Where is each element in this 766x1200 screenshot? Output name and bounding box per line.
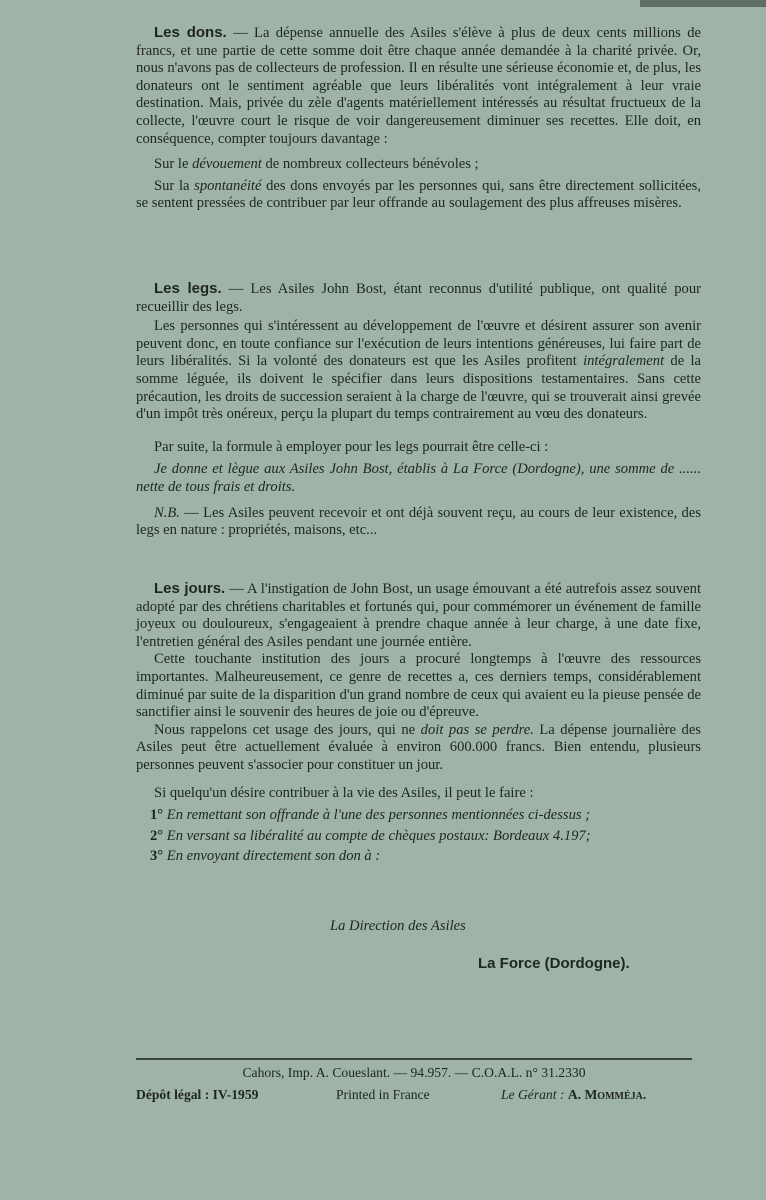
list-text: En envoyant directement son don à : bbox=[166, 848, 381, 865]
text-span: La dépense journalière des Asiles peut être actuellement évaluée à environ 600.000 francs. Bien entendu, plusieurs personnes peuvent s'associer pour constituer un jour. bbox=[136, 721, 701, 773]
legs-formula: Je donne et lègue aux Asiles John Bost, établis à La Force (Dordogne), une somme de ...... nette de tous frais et droits. bbox=[136, 461, 701, 495]
list-number: 3° bbox=[150, 848, 164, 865]
legs-body bbox=[136, 318, 701, 424]
list-text: En versant sa libéralité au compte de chèques postaux: Bordeaux 4.197; bbox=[166, 827, 591, 844]
footer-divider bbox=[136, 1058, 692, 1060]
list-item bbox=[136, 848, 701, 866]
gerant-name: A. Momméja. bbox=[567, 1087, 647, 1102]
footer-gerant bbox=[501, 1086, 646, 1103]
signature-place: La Force (Dordogne). bbox=[478, 955, 630, 972]
emphasis: intégralement bbox=[583, 353, 665, 370]
text-span: Nous rappelons cet usage des jours, qui ne bbox=[154, 721, 421, 738]
section-jours bbox=[136, 580, 701, 869]
footer-depot: Dépôt légal : IV-1959 bbox=[136, 1087, 259, 1102]
emphasis: doit pas se perdre. bbox=[420, 721, 534, 738]
text-span: — Les Asiles peuvent recevoir et ont déjà souvent reçu, au cours de leur existence, des legs en nature : propriétés, maisons, etc... bbox=[136, 504, 701, 539]
jours-rappel bbox=[136, 722, 701, 775]
legs-intro-text: — Les Asiles John Bost, étant reconnus d'utilité publique, ont qualité pour recueillir des legs. bbox=[136, 281, 701, 315]
footer-printer: Cahors, Imp. A. Coueslant. — 94.957. — C.O.A.L. n° 31.2330 bbox=[242, 1065, 586, 1080]
nb-label: N.B. bbox=[154, 504, 180, 521]
dons-intro-text: — La dépense annuelle des Asiles s'élève à plus de deux cents millions de francs, et une partie de cette somme doit être chaque année demandée à la charité privée. Or, nous n'avons pas de collecteurs de profession. Il en résulte une sérieuse économie et, de plus, les donateurs ont le sentiment agréable que leurs libéralités vont intégralement à leur vraie destination. Mais, privée du zèle d'agents matériellement intéressés au résultat fructueux de la collecte, l'œuvre court le risque de voir dangereusement diminuer ses recettes. Elle doit, en conséquence, compter toujours davantage : bbox=[136, 25, 701, 147]
footer-printed: Printed in France bbox=[336, 1087, 430, 1102]
signature-direction: La Direction des Asiles bbox=[330, 918, 466, 934]
text-span: des dons envoyés par les personnes qui, sans être directement sollicitées, se sentent pressées de contribuer par leur offrande au soulagement des plus affreuses misères. bbox=[136, 177, 701, 212]
jours-heading: Les jours. bbox=[154, 580, 226, 597]
text-span: Sur la bbox=[154, 177, 195, 194]
jours-intro-text: — A l'instigation de John Bost, un usage émouvant a été autrefois assez souvent adopté par des chrétiens charitables et fortunés qui, pour commémorer un événement de famille joyeux ou douloureux, s'engageaient à prendre chaque année à leur charge, à une date fixe, l'entretien général des Asiles pendant une journée entière. bbox=[136, 581, 701, 650]
legs-intro bbox=[136, 280, 701, 316]
legs-heading: Les legs. bbox=[154, 280, 222, 297]
top-edge-mark bbox=[640, 0, 766, 7]
jours-intro bbox=[136, 580, 701, 651]
dons-heading: Les dons. bbox=[154, 24, 227, 41]
legs-nb bbox=[136, 505, 701, 540]
dons-intro bbox=[136, 24, 701, 148]
dons-devouement bbox=[136, 156, 701, 174]
legs-formula-intro: Par suite, la formule à employer pour les legs pourrait être celle-ci : bbox=[154, 438, 549, 455]
text-span: Les personnes qui s'intéressent au développement de l'œuvre et désirent assurer son avenir peuvent donc, en toute confiance sur l'exécution de leurs intentions généreuses, lui faire part de leurs libéralités. Si la volonté des donateurs est que les Asiles profitent bbox=[136, 318, 701, 370]
list-number: 2° bbox=[150, 827, 164, 844]
section-legs bbox=[136, 280, 701, 540]
jours-contribuer: Si quelqu'un désire contribuer à la vie des Asiles, il peut le faire : bbox=[154, 784, 534, 801]
text-span: Sur le bbox=[154, 156, 193, 173]
emphasis: dévouement bbox=[192, 156, 262, 173]
list-item bbox=[136, 828, 701, 846]
list-text: En remettant son offrande à l'une des personnes mentionnées ci-dessus ; bbox=[166, 807, 591, 824]
dons-spontaneite bbox=[136, 178, 701, 213]
footer-legal bbox=[136, 1086, 692, 1103]
text-span: de la somme léguée, ils doivent le spécifier dans leurs dispositions testamentaires. Sans cette précaution, les droits de succession seraient à la charge de l'œuvre, qui se trouverait ainsi grevée d'un impôt très onéreux, perçu la plupart du temps contrairement au vœu des donateurs. bbox=[136, 353, 701, 423]
contribution-list bbox=[136, 807, 701, 866]
list-item bbox=[136, 807, 701, 825]
section-dons bbox=[136, 24, 701, 213]
jours-institution: Cette touchante institution des jours a procuré longtemps à l'œuvre des ressources importantes. Malheureusement, ce genre de recettes a, ces derniers temps, considérablement diminué par suite de la disparition d'un grand nombre de ceux qui avaient eu la pieuse pensée de sanctifier ainsi le souvenir des heures de joie ou d'épreuve. bbox=[136, 651, 701, 721]
gerant-label: Le Gérant : bbox=[501, 1087, 565, 1102]
emphasis: spontanéité bbox=[194, 177, 262, 194]
list-number: 1° bbox=[150, 807, 164, 824]
text-span: de nombreux collecteurs bénévoles ; bbox=[261, 156, 479, 173]
